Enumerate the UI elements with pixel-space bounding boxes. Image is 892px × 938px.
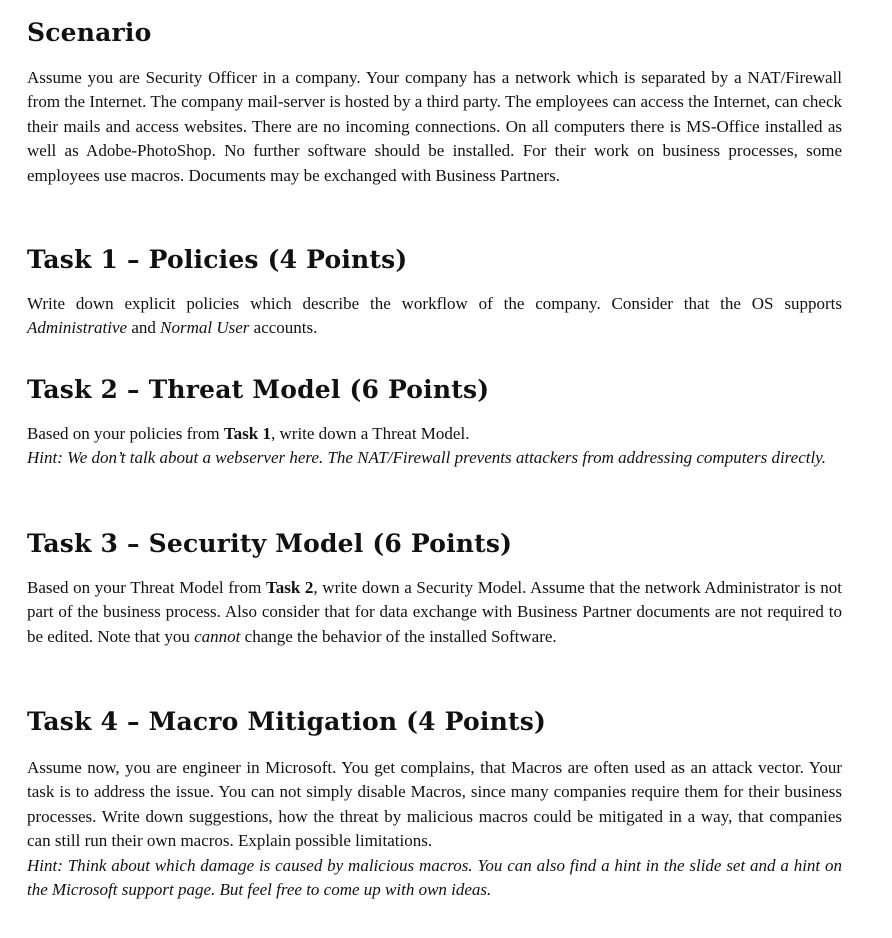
task3-section — [27, 527, 842, 649]
task3-text-b: , write down a Security Model. Assume that the network Administrator is not part of the business process. Also consider that for data exchange with Business Partner documents are not required to be edited. Note that you — [27, 578, 842, 646]
task1-normal-user: Normal User — [160, 318, 250, 338]
task2-task-ref: Task 1 — [223, 424, 271, 443]
scenario-section — [27, 16, 842, 188]
task3-text — [27, 576, 842, 649]
task4-heading: Task 4 – Macro Mitigation (4 Points) — [27, 707, 547, 736]
task1-heading: Task 1 – Policies (4 Points) — [27, 245, 408, 274]
task2-hint: Hint: We don’t talk about a webserver here. The NAT/Firewall prevents attackers from addressing computers directly. — [27, 448, 827, 468]
task4-text: Assume now, you are engineer in Microsoft. You get complains, that Macros are often used as an attack vector. Your task is to address the issue. You can not simply disable Macros, since many companies require them for their business processes. Write down suggestions, how the threat by malicious macros could be mitigated in a way, that companies can still run their own macros. Explain possible limitations. — [27, 758, 842, 851]
task2-text — [27, 422, 842, 446]
task2-heading: Task 2 – Threat Model (6 Points) — [27, 375, 490, 404]
task3-heading: Task 3 – Security Model (6 Points) — [27, 529, 513, 558]
scenario-text: Assume you are Security Officer in a company. Your company has a network which is separated by a NAT/Firewall from the Internet. The company mail-server is hosted by a third party. The employees can access the Internet, can check their mails and access websites. There are no incoming connections. On all computers there is MS-Office installed as well as Adobe-PhotoShop. No further software should be installed. For their work on business processes, some employees use macros. Documents may be exchanged with Business Partners. — [27, 68, 842, 185]
task3-text-c: change the behavior of the installed Software. — [240, 626, 557, 646]
task1-text-a: Write down explicit policies which describe the workflow of the company. Consider that the OS supports — [27, 294, 842, 313]
task1-text — [27, 292, 842, 341]
task4-hint: Hint: Think about which damage is caused by malicious macros. You can also find a hint in the slide set and a hint on the Microsoft support page. But feel free to come up with own ideas. — [27, 855, 842, 900]
task3-task-ref: Task 2 — [265, 578, 314, 597]
task1-section — [27, 243, 842, 341]
task3-cannot: cannot — [194, 626, 241, 646]
task2-text-a: Based on your policies from — [27, 424, 224, 443]
task3-text-a: Based on your Threat Model from — [27, 578, 266, 597]
scenario-heading: Scenario — [27, 18, 152, 47]
task1-administrative: Administrative — [27, 318, 128, 338]
task2-text-b: , write down a Threat Model. — [271, 424, 470, 443]
task1-text-c: accounts. — [249, 318, 318, 338]
task4-section — [27, 705, 842, 902]
task2-section — [27, 373, 842, 471]
task1-text-b: and — [127, 318, 161, 338]
